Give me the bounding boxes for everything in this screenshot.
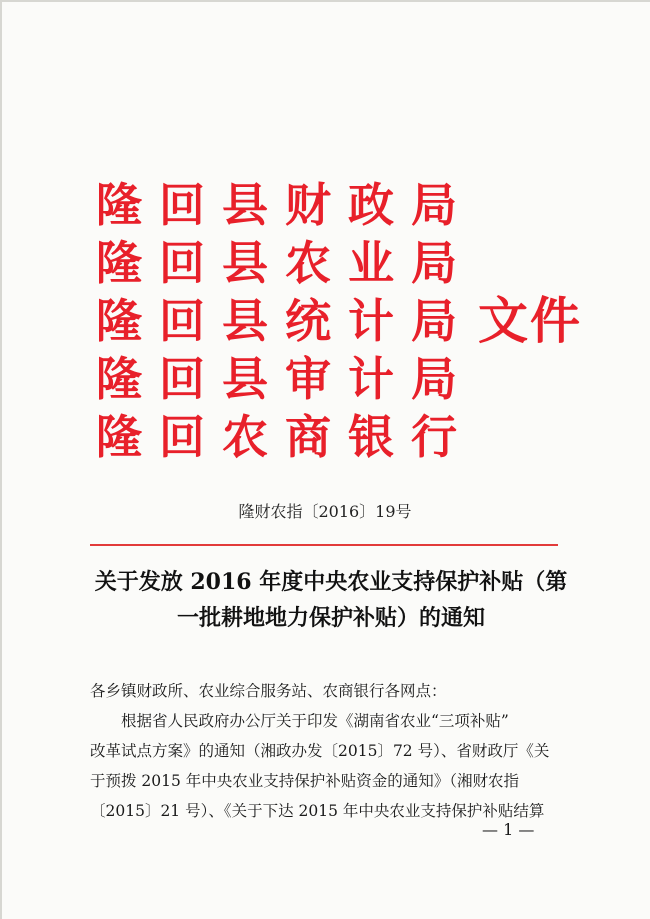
red-divider xyxy=(90,544,558,546)
org-char: 农 xyxy=(222,410,268,464)
org-row xyxy=(96,176,476,234)
org-char: 计 xyxy=(348,294,394,348)
document-marker: 文件 xyxy=(478,291,582,350)
org-char: 农 xyxy=(285,236,331,290)
body-line: 改革试点方案》的通知（湘政办发〔2015〕72 号）、省财政厅《关 xyxy=(90,742,550,760)
org-char: 政 xyxy=(348,178,394,232)
org-char: 回 xyxy=(159,178,205,232)
org-char: 局 xyxy=(411,352,457,406)
body-line: 根据省人民政府办公厅关于印发《湖南省农业“三项补贴” xyxy=(90,712,509,730)
org-char: 统 xyxy=(285,294,331,348)
org-char: 回 xyxy=(159,236,205,290)
org-char: 银 xyxy=(348,410,394,464)
org-char: 县 xyxy=(222,294,268,348)
title-line-1: 关于发放 2016 年度中央农业支持保护补贴（第 xyxy=(94,569,568,595)
scan-edge-top xyxy=(0,0,650,2)
org-char: 隆 xyxy=(96,294,142,348)
org-row xyxy=(96,408,476,466)
org-char: 财 xyxy=(285,178,331,232)
page-number: — 1 — xyxy=(482,820,535,839)
document-number: 隆财农指〔2016〕19号 xyxy=(238,502,412,521)
issuing-organizations xyxy=(96,176,476,466)
org-char: 回 xyxy=(159,410,205,464)
org-char: 局 xyxy=(411,178,457,232)
org-char: 县 xyxy=(222,178,268,232)
org-char: 隆 xyxy=(96,352,142,406)
org-char: 业 xyxy=(348,236,394,290)
org-char: 商 xyxy=(285,410,331,464)
scan-edge-left xyxy=(0,0,2,919)
org-char: 隆 xyxy=(96,236,142,290)
document-title xyxy=(86,564,576,636)
addressee: 各乡镇财政所、农业综合服务站、农商银行各网点： xyxy=(90,682,447,700)
body-line: 于预拨 2015 年中央农业支持保护补贴资金的通知》（湘财农指 xyxy=(90,772,520,790)
org-char: 县 xyxy=(222,236,268,290)
org-row xyxy=(96,350,476,408)
org-char: 县 xyxy=(222,352,268,406)
org-char: 回 xyxy=(159,294,205,348)
title-line-2: 一批耕地地力保护补贴）的通知 xyxy=(176,605,485,631)
org-row xyxy=(96,234,476,292)
org-row xyxy=(96,292,476,350)
org-char: 隆 xyxy=(96,410,142,464)
org-char: 局 xyxy=(411,236,457,290)
org-char: 行 xyxy=(411,410,457,464)
org-char: 局 xyxy=(411,294,457,348)
org-char: 审 xyxy=(285,352,331,406)
body-line: 〔2015〕21 号）、《关于下达 2015 年中央农业支持保护补贴结算 xyxy=(90,802,545,820)
org-char: 隆 xyxy=(96,178,142,232)
org-char: 计 xyxy=(348,352,394,406)
org-char: 回 xyxy=(159,352,205,406)
body-text xyxy=(90,676,570,826)
